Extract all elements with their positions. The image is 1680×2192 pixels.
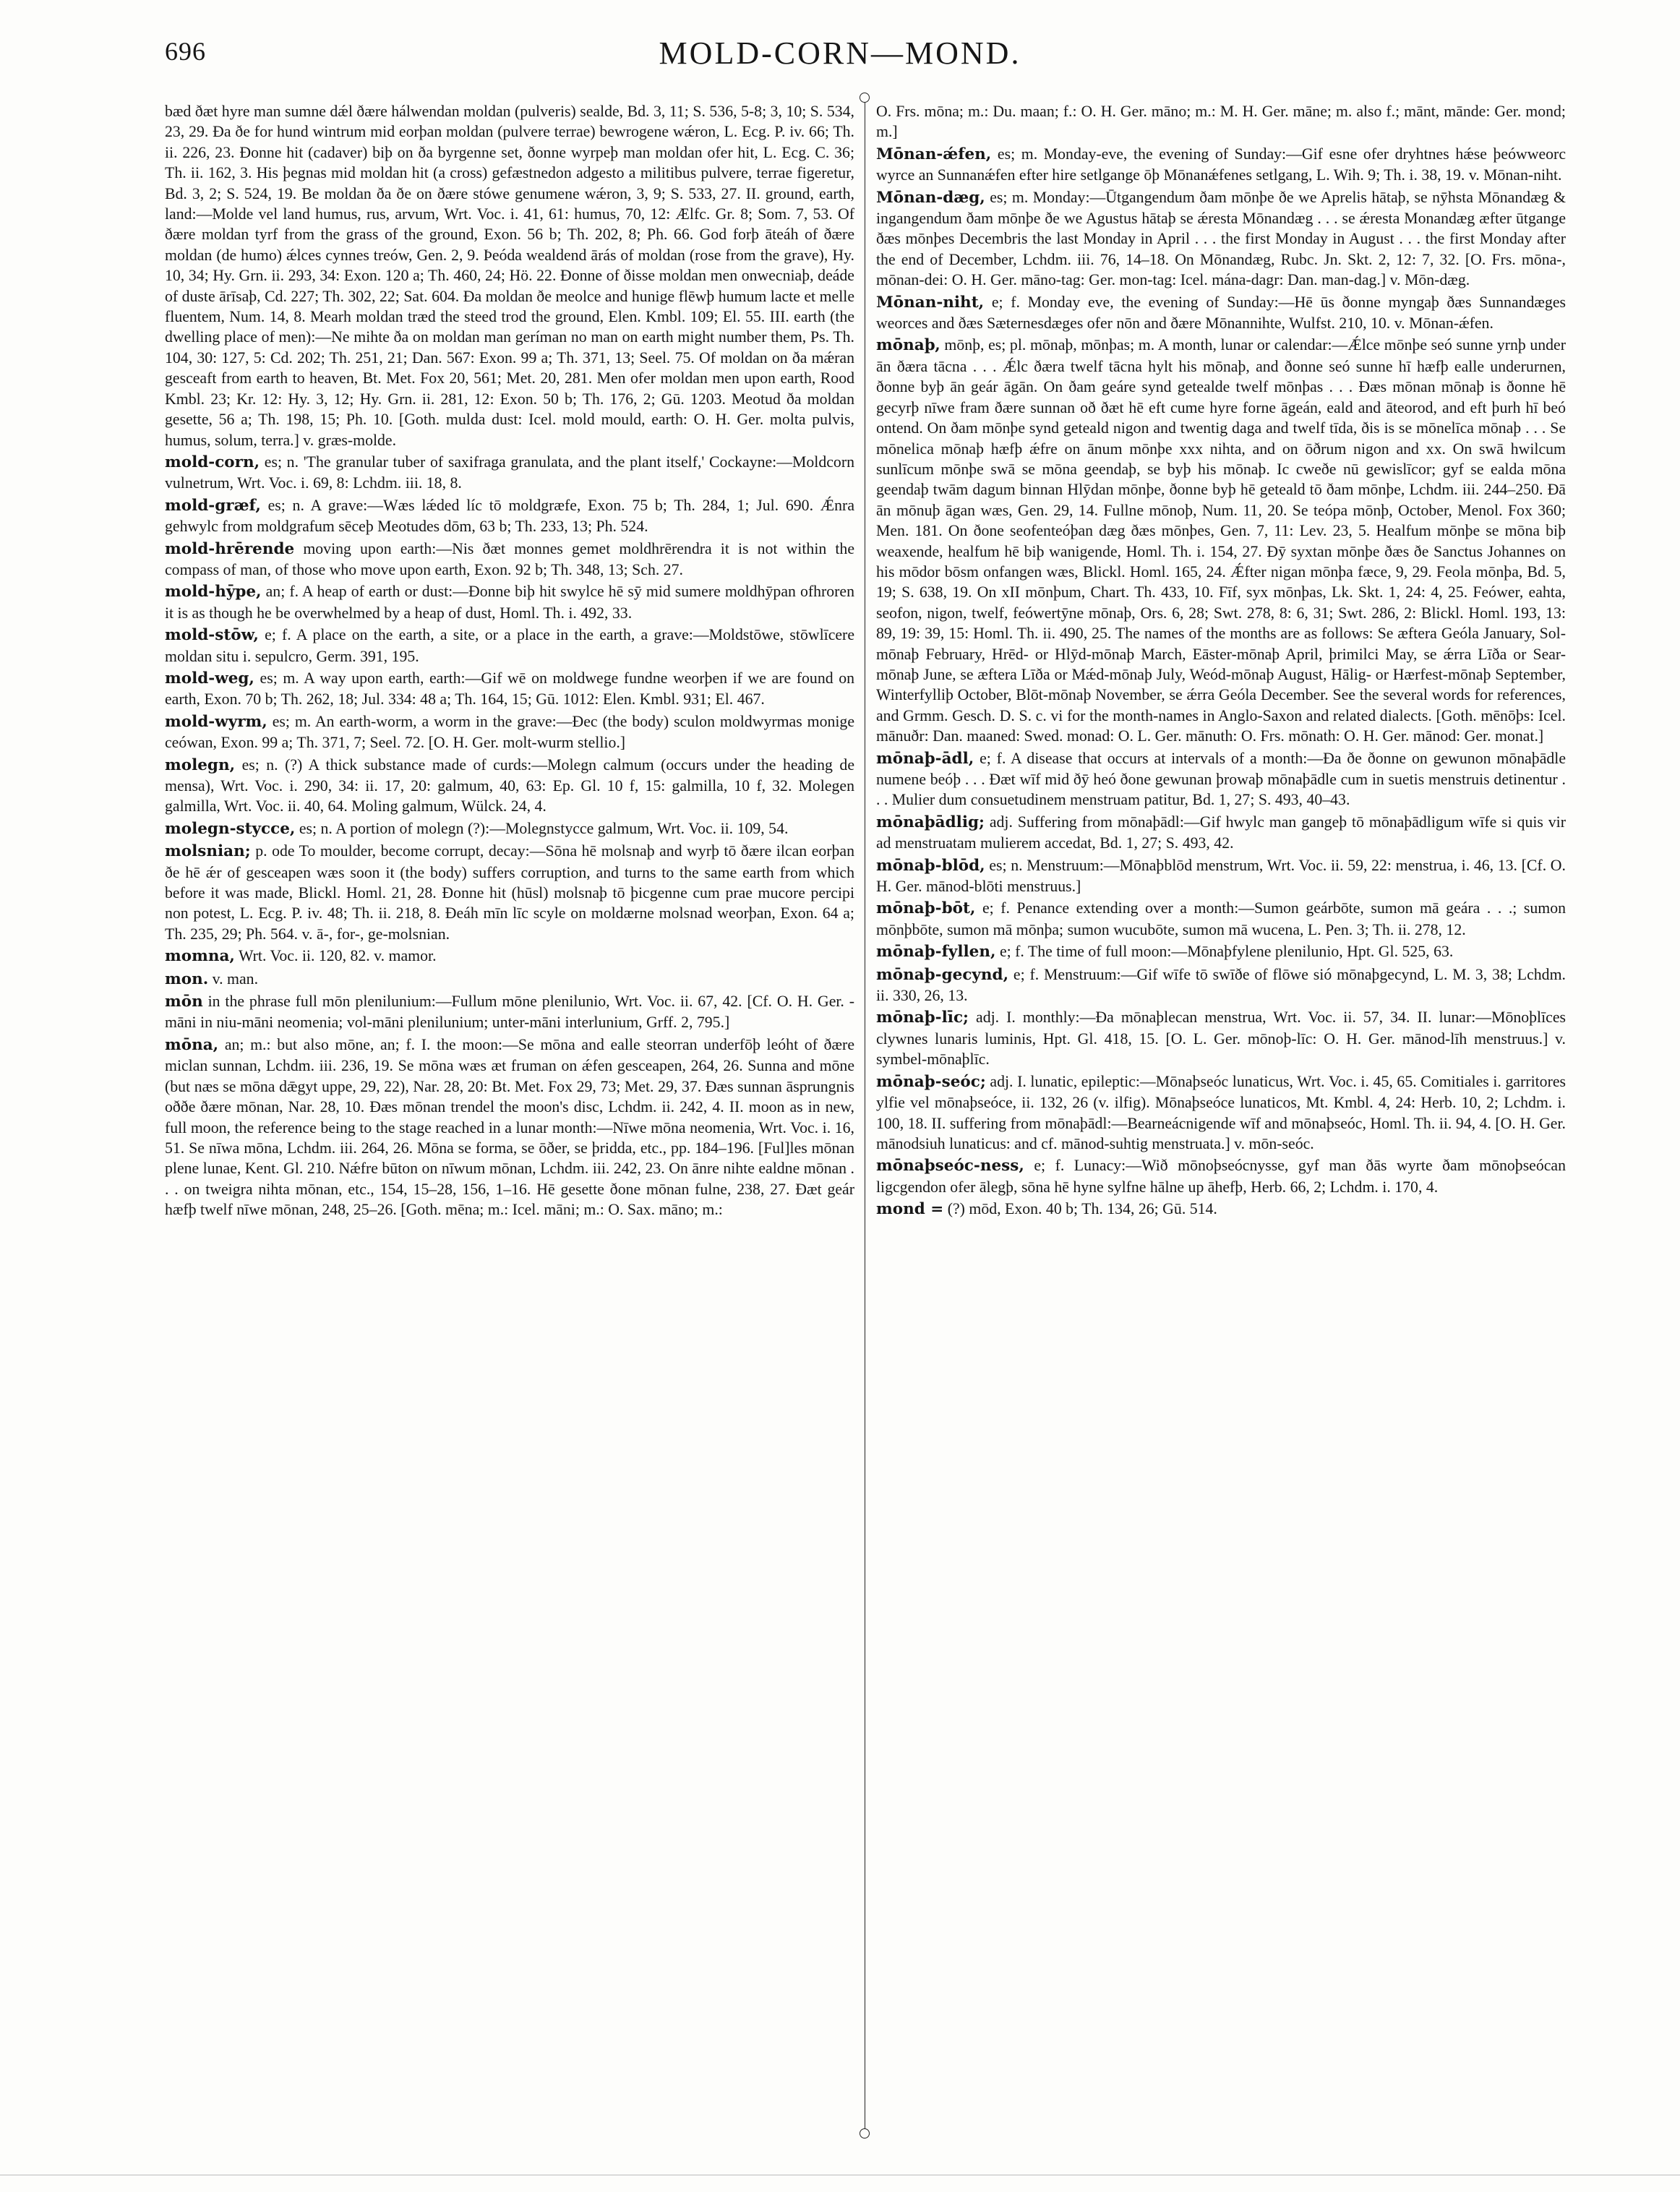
rule-ornament-bottom [860,2128,870,2139]
dictionary-entry [876,812,1566,854]
dictionary-entry [876,964,1566,1006]
entry-definition: (?) mōd, Exon. 40 b; Th. 134, 26; Gū. 514. [947,1200,1217,1218]
dictionary-entry [876,941,1566,962]
entry-definition: e; f. Lunacy:—Wið mōnoþseócnysse, gyf man ðās wyrte ðam mōnoþseócan ligcgendon ofer ālegþ, sōna hē hyne sylfne hālne up āhefþ, Herb. 66, 2; Lchdm. i. 170, 4. [876,1157,1566,1196]
dictionary-entry [876,1155,1566,1197]
rule-ornament-top [860,93,870,103]
entry-headword: mold-wyrm, [165,712,267,731]
running-head: MOLD-CORN—MOND. [659,35,1021,71]
entry-headword: mold-hȳpe, [165,583,262,601]
entry-headword: mōnaþādlig; [876,813,985,831]
dictionary-entry [876,187,1566,291]
entry-headword: mold-græf, [165,496,261,515]
entry-headword: mōnaþ-ādl, [876,749,974,768]
dictionary-entry [165,818,854,839]
entry-definition: es; n. (?) A thick substance made of curds:—Molegn calmum (occurs under the heading de mensa), Wrt. Voc. i. 290, 34: ii. 17, 20: galmum, 40, 63: Ep. Gl. 10 f, 15: galmilla, 10 f, 32. Molegen galmilla, Wrt. Voc. ii. 40, 64. Moling galmum, Wülck. 24, 4. [165,755,854,815]
dictionary-entry [876,292,1566,334]
entry-definition: adj. I. lunatic, epileptic:—Mōnaþseóc lunaticus, Wrt. Voc. i. 45, 65. Comitiales i. garritores ylfie vel mōnaþseóce, ii. 132, 26 (v. ilfig). Mōnaþseóce lunaticos, Mt. Kmbl. 4, 24: Herb. 10, 2; Lchdm. i. 100, 18. II. suffering from mōnaþādl:—Bearneácnigende wīf and mōnaþseóc, Homl. Th. ii. 94, 4. [O. H. Ger. mānodsiuh lunaticus: and cf. mānod-suhtig menstruata.] v. mōn-seóc. [876,1072,1566,1152]
dictionary-entry [165,625,854,667]
dictionary-entry [165,711,854,753]
entry-headword: momna, [165,947,235,966]
entry-headword: mōnaþ-blōd, [876,856,985,875]
dictionary-entry [165,969,854,990]
entry-headword: Mōnan-ǽfen, [876,145,992,163]
entry-definition: in the phrase full mōn plenilunium:—Fullum mōne plenilunio, Wrt. Voc. ii. 67, 42. [Cf. O. H. Ger. -māni in niu-māni neomenia; vol-māni plenilunium; unter-māni interlunium, Grff. 2, 795.] [165,993,854,1032]
dictionary-entry [876,1199,1566,1220]
entry-headword: molegn, [165,755,236,774]
left-column [165,101,854,2140]
dictionary-entry [165,841,854,944]
entry-headword: mōn [165,993,203,1011]
dictionary-entry [876,748,1566,810]
entry-headword: molegn-stycce, [165,819,296,838]
dictionary-entry [876,335,1566,746]
entry-definition: e; f. Penance extending over a month:—Sumon geárbōte, sumon mā geára . . .; sumon mōnþbōte, sumon mā mōnþa; sumon wucubōte, sumon mā wucena, L. Pen. 3; Th. ii. 278, 12. [876,899,1566,938]
entry-definition: e; f. Monday eve, the evening of Sunday:—Hē ūs ðonne myngaþ ðæs Sunnandæges weorces and ðæs Sæternesdæges ofer nōn and ðære Mōnannihte, Wulfst. 210, 10. v. Mōnan-ǽfen. [876,293,1566,333]
entry-definition: an; m.: but also mōne, an; f. I. the moon:—Se mōna and ealle steorran underfōþ leóht of ðære miclan sunnan, Lchdm. iii. 236, 19. Se mōna wæs æt fruman on ǽfen gesceapen, 264, 26. Sunna and mōne (but næs se mōna dǣgyt uppe, 29, 22), Nar. 28, 20: Bt. Met. Fox 29, 73; Met. 29, 37. Ðæs sunnan āsprungnis oððe ðære mōnan, Nar. 28, 10. Ðæs mōnan trendel the moon's disc, Lchdm. ii. 242, 4. II. moon as in new, full moon, the reference being to the stage reached in a lunar month:—Nīwe mōna neomenia, Wrt. Voc. i. 16, 51. Se nīwa mōna, Lchdm. iii. 264, 26. Mōna se forma, se ōðer, se þridda, etc., pp. 184–196. [Ful]les mōnan plene lunae, Kent. Gl. 210. Nǽfre būton on nīwum mōnan, Lchdm. iii. 242, 23. On ānre nihte ealdne mōnan . . . on tweigra nihta mōnan, etc., 154, 15–28, 156, 1–16. Hē gesette ðone mōnan fulne, 238, 27. Ðæt geár hæfþ twelf nīwe mōnan, 248, 25–26. [Goth. mēna; m.: Icel. māni; m.: O. Sax. māno; m.: [165,1035,854,1219]
entry-headword: mon. [165,969,209,988]
entry-definition: mōnþ, es; pl. mōnaþ, mōnþas; m. A month, lunar or calendar:—Ǽlce mōnþe seó sunne yrnþ under ān ðæra tācna . . . Ǽlc ðæra twelf tācna hylt his mōnaþ, and ðonne seó sunne hī hæfþ ealle underurnen, ðonne byþ ān geár āgān. On ðam geáre synd getealde twelf mōnþas . . . Ðæs mōnan mōnaþ is ðonne hē gecyrþ nīwe fram ðære sunnan oð ðæt hē eft cume hyre forne āgeán, eald and āteorod, and eft þurh hī beó ontend. On ðam mōnþe synd geteald nigon and twentig daga and twelf tīda, ðis is se mōnelīca mōnaþ . . . Se mōnelica mōnaþ hæfþ ǽfre on ānum mōnþe xxx nihta, and on ōðrum nigon and xx. On swā hwilcum sunlīcum mōnþe swā se mōna geendaþ, se byþ his mōnaþ. Ic cweðe nū gewislīcor; gyf se ealda mōna geendaþ twām dagum binnan Hlȳdan mōnþe, ðonne byþ hē geteald tō ðam mōnþe, Lchdm. iii. 244–250. Ðā ān mōnuþ āgan wæs, Gen. 29, 14. Fullne mōnoþ, Num. 11, 20. Se teópa mōnþ, October, Menol. Fox 360; Men. 181. On ðone seofenteóþan dæg ðæs mōnþes, Gen. 7, 11: Lev. 23, 5. Healfum mōnþe se mōna biþ weaxende, healfum hē biþ wanigende, Homl. Th. i. 154, 27. Ðȳ syxtan mōnþe ðæs ðe Sanctus Johannes on his mōdor bōsm onfangen wæs, Blickl. Homl. 165, 24. Ǽfter nigan mōnþa fæce, 9, 29. Feola mōnþa, Bd. 5, 19; S. 638, 19. On xII mōnþum, Chart. Th. 433, 10. Fīf, syx mōnþas, Lk. Skt. 1, 24: 4, 25. Feówer, eahta, seofon, nigon, twelf, feówertȳne mōnaþ, Ors. 6, 28; Swt. 278, 8: 6, 31; Swt. 286, 2: Blickl. Homl. 193, 13: 89, 19: 39, 15: Homl. Th. ii. 490, 25. The names of the months are as follows: Se æftera Geóla January, Sol-mōnaþ February, Hrēd- or Hlȳd-mōnaþ March, Eāster-mōnaþ April, þrimilci May, se ǽrra Līða or Sear-mōnaþ June, se æftera Līða or Mǽd-mōnaþ July, Weód-mōnaþ August, Hālig- or Hærfest-mōnaþ September, Winterfylliþ October, Blōt-mōnaþ November, se ǽrra Geóla December. See the several words for references, and Grmm. Gesch. D. S. c. vi for the month-names in Anglo-Saxon and related dialects. [Goth. mēnōþs: Icel. mānuðr: Dan. maaned: Swed. monad: O. L. Ger. mānuth: O. Frs. mōnath: O. H. Ger. mānod: Ger. monat.] [876,336,1566,745]
dictionary-entry [165,668,854,710]
dictionary-entry [165,755,854,817]
entry-definition: adj. Suffering from mōnaþādl:—Gif hwylc man gangeþ tō mōnaþādligum wīfe si quis vir ad menstruatam mulierem accedat, Bd. 1, 27; S. 493, 42. [876,813,1566,852]
entry-definition: bæd ðæt hyre man sumne dǽl ðære hálwendan moldan (pulveris) sealde, Bd. 3, 11; S. 536, 5-8; 3, 10; S. 534, 23, 29. Ða ðe for hund wintrum mid eorþan moldan (pulvere terrae) bewrogene wǽron, L. Ecg. P. iv. 66; Th. ii. 226, 23. Ðonne hit (cadaver) biþ on ða byrgenne set, ðonne wyrpeþ man moldan ofer hit, L. Ecg. C. 36; Th. ii. 162, 3. His þegnas mid moldan hit (a cross) gefæstnedon adgesto a militibus pulvere, terrae figeretur, Bd. 3, 2; S. 524, 19. Be moldan ða ðe on ðære stówe genumene wǽron, 3, 9; S. 533, 27. II. ground, earth, land:—Molde vel land humus, rus, arvum, Wrt. Voc. i. 41, 61: humus, 70, 12: Ælfc. Gr. 8; Som. 7, 53. Of ðære moldan tyrf from the grass of the ground, Exon. 56 b; Th. 202, 8; Ph. 66. God forþ āteáh of ðære moldan (de humo) ǽlces cynnes treów, Gen. 2, 9. Þeóda wealdend ārás of moldan (rose from the grave), Hy. 10, 34; Hy. Grn. ii. 293, 34: Exon. 120 a; Th. 460, 24; Hö. 22. Ðonne of ðisse moldan men onwecniaþ, deáde of duste ārīsaþ, Cd. 227; Th. 302, 22; Sat. 604. Ða moldan ðe meolce and hunige flēwþ humum lacte et melle fluentem, Num. 14, 8. Mearh moldan træd the steed trod the ground, Elen. Kmbl. 109; El. 55. III. earth (the dwelling place of men):—Ne mihte ða on moldan man geríman no man on earth might number them, Ps. Th. 104, 30: 127, 5: Cd. 202; Th. 251, 21; Dan. 567: Exon. 99 a; Th. 371, 13; Seel. 75. Of moldan on ða mǽran gesceaft from earth to heaven, Bt. Met. Fox 20, 561; Met. 20, 281. Men ofer moldan men upon earth, Rood Kmbl. 23; Kr. 12: Hy. 3, 12; Hy. Grn. ii. 281, 12: Exon. 50 b; Th. 176, 2; Gū. 1203. Meotud ða moldan gesette, 56 a; Th. 198, 15; Ph. 10. [Goth. mulda dust: Icel. mold mould, earth: O. H. Ger. molta pulvis, humus, solum, terra.] v. græs-molde. [165,103,854,449]
entry-definition: e; f. Menstruum:—Gif wīfe tō swīðe of flōwe sió mōnaþgecynd, L. M. 3, 38; Lchdm. ii. 330, 26, 13. [876,965,1566,1005]
entry-headword: mōnaþ-seóc; [876,1072,986,1091]
entry-headword: mōnaþ-bōt, [876,899,976,918]
entry-definition: es; m. An earth-worm, a worm in the grave:—Ðec (the body) sculon moldwyrmas monige ceówan, Exon. 99 a; Th. 371, 7; Seel. 72. [O. H. Ger. molt-wurm stellio.] [165,712,854,752]
dictionary-entry [165,581,854,623]
entry-headword: mōnaþseóc-ness, [876,1157,1024,1176]
entry-headword: mōnaþ, [876,336,940,355]
dictionary-entry [165,539,854,581]
dictionary-entry [876,101,1566,142]
entry-headword: mōnaþ-gecynd, [876,965,1009,984]
dictionary-entry [165,991,854,1033]
entry-headword: mold-hrērende [165,539,295,558]
entry-definition: e; f. The time of full moon:—Mōnaþfylene plenilunio, Hpt. Gl. 525, 63. [999,943,1454,961]
entry-headword: Mōnan-dæg, [876,188,985,207]
entry-definition: es; n. A grave:—Wæs lǽded líc tō moldgræfe, Exon. 75 b; Th. 284, 1; Jul. 690. Ǽnra gehwylc from moldgrafum sēceþ Meotudes dōm, 63 b; Th. 233, 13; Ph. 524. [165,496,854,536]
entry-definition: p. ode To moulder, become corrupt, decay:—Sōna hē molsnaþ and wyrþ tō ðære ilcan eorþan ðe hē ǽr of gesceapen wæs soon it (the body) suffers corruption, and turns to the same earth from which before it was made, Blickl. Homl. 21, 28. Ðonne hit (hūsl) molsnaþ tō þicgenne cum prae mucore percipi non potest, L. Ecg. P. iv. 48; Th. ii. 218, 8. Ðeáh mīn līc scyle on moldærne molsnad weorþan, Exon. 64 a; Th. 235, 29; Ph. 564. v. ā-, for-, ge-molsnian. [165,842,854,943]
entry-definition: es; n. A portion of molegn (?):—Molegnstycce galmum, Wrt. Voc. ii. 109, 54. [299,819,789,837]
entry-headword: mond = [876,1200,944,1219]
entry-definition: es; m. Monday-eve, the evening of Sunday:—Gif esne ofer dryhtnes hǽse þeówweorc wyrce an Sunnanǽfen efter hire setlgange ōþ Mōnanǽfenes setlgang, L. Wih. 9; Th. i. 38, 19. v. Mōnan-niht. [876,145,1566,184]
dictionary-entry [876,1071,1566,1155]
dictionary-entry [165,946,854,967]
entry-definition: O. Frs. mōna; m.: Du. maan; f.: O. H. Ger. māno; m.: M. H. Ger. māne; m. also f.; mānt, mānde: Ger. mond; m.] [876,103,1566,141]
entry-headword: mōnaþ-līc; [876,1009,969,1027]
entry-definition: es; m. Monday:—Ūtgangendum ðam mōnþe ðe we Aprelis hātaþ, se nȳhsta Mōnandæg & ingangendum ðam mōnþe ðe we Agustus hātaþ se ǽresta Mōnandæg . . . se ǽresta Monandæg æfter ūtgange ðæs mōnþes Decembris the last Monday in April . . . the first Monday in August . . . the first Monday after the end of December, Lchdm. iii. 76, 14–18. On Mōnandæg, Rubc. Jn. Skt. 2, 12: 7, 32. [O. Frs. mōna-, mōnan-dei: O. H. Ger. māno-tag: Ger. mon-tag: Icel. mána-dagr: Dan. man-dag.] v. Mōn-dæg. [876,188,1566,289]
dictionary-entry [165,1035,854,1220]
page-number: 696 [165,37,206,66]
entry-definition: es; n. 'The granular tuber of saxifraga granulata, and the plant itself,' Cockayne:—Moldcorn vulnetrum, Wrt. Voc. i. 69, 8: Lchdm. iii. 18, 8. [165,453,854,492]
entry-definition: adj. I. monthly:—Ða mōnaþlecan menstrua, Wrt. Voc. ii. 57, 34. II. lunar:—Mōnoþlīces clywnes lunaris luminis, Hpt. Gl. 418, 15. [O. L. Ger. mōnoþ-līc: O. H. Ger. mānod-līh menstruus.] v. symbel-mōnaþlīc. [876,1009,1566,1069]
dictionary-entry [876,855,1566,897]
dictionary-entry [876,898,1566,940]
entry-headword: mold-weg, [165,669,254,688]
dictionary-entry [165,101,854,450]
dictionary-entry [165,452,854,494]
right-column [876,101,1566,2140]
entry-definition: e; f. A disease that occurs at intervals of a month:—Ða ðe ðonne on gewunon mōnaþādle numene beóþ . . . Ðæt wīf mid ðȳ heó ðone gewunan þrowaþ mōnaþādle cum in suetis menstruis detinentur . . . Mulier dum consuetudinem menstruam patitur, Bd. 1, 27; S. 493, 40–43. [876,749,1566,809]
entry-definition: es; m. A way upon earth, earth:—Gif wē on moldwege fundne weorþen if we are found on earth, Exon. 70 b; Th. 262, 18; Jul. 334: 48 a; Th. 164, 15; Gū. 1012: Elen. Kmbl. 931; El. 467. [165,669,854,708]
entry-definition: es; n. Menstruum:—Mōnaþblōd menstrum, Wrt. Voc. ii. 59, 22: menstrua, i. 46, 13. [Cf. O. H. Ger. mānod-blōti menstruus.] [876,856,1566,896]
entry-headword: mold-stōw, [165,626,259,645]
entry-headword: molsnian; [165,842,251,861]
entry-headword: mōna, [165,1035,219,1054]
entry-headword: mold-corn, [165,453,260,471]
entry-headword: Mōnan-niht, [876,293,985,312]
entry-headword: mōnaþ-fyllen, [876,943,996,962]
entry-definition: moving upon earth:—Nis ðæt monnes gemet moldhrērendra it is not within the compass of man, of those who move upon earth, Exon. 92 b; Th. 348, 13; Sch. 27. [165,539,854,578]
entry-definition: Wrt. Voc. ii. 120, 82. v. mamor. [238,947,437,965]
dictionary-entry [876,1007,1566,1069]
dictionary-entry [876,144,1566,186]
entry-definition: an; f. A heap of earth or dust:—Ðonne biþ hit swylce hē sȳ mid sumere moldhȳpan ofhroren it is as though he be overwhelmed by a heap of dust, Homl. Th. i. 492, 33. [165,583,854,622]
dictionary-entry [165,495,854,537]
entry-definition: v. man. [212,969,259,988]
entry-definition: e; f. A place on the earth, a site, or a place in the earth, a grave:—Moldstōwe, stōwlīcere moldan situ i. sepulcro, Germ. 391, 195. [165,626,854,665]
